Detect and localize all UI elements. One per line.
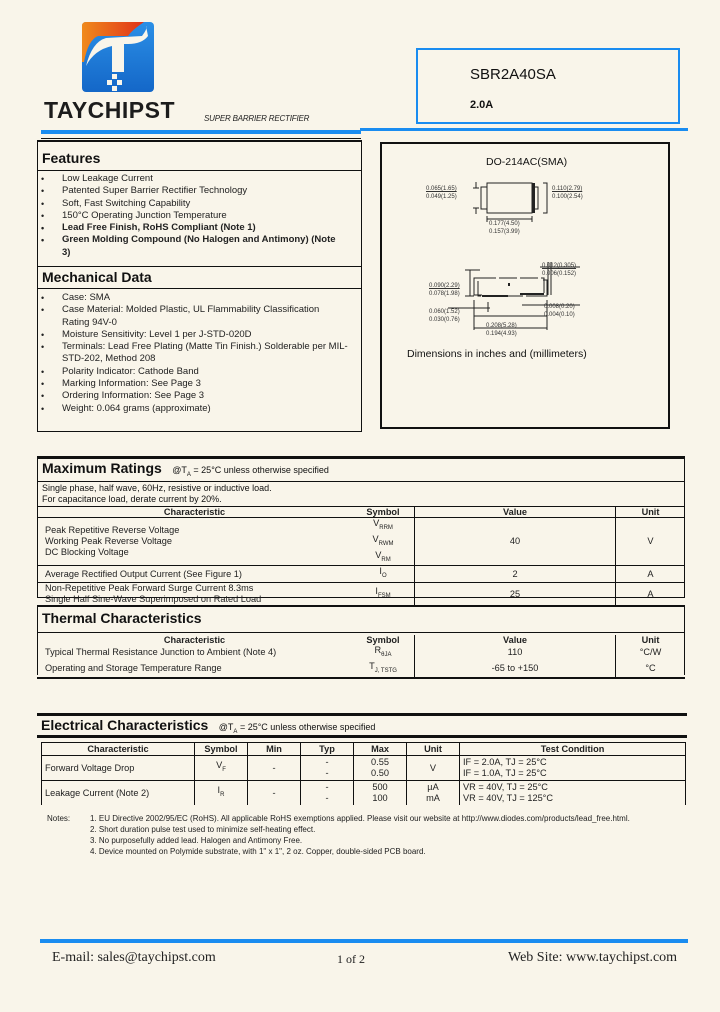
dim-lead-length: 0.060(1.52) 0.030(0.76) <box>429 309 460 323</box>
dim-standoff: 0.008(0.20) 0.004(0.10) <box>544 304 575 318</box>
col-header: Value <box>415 635 616 645</box>
mechanical-item: • Weight: 0.064 grams (approximate) <box>38 403 348 415</box>
features-mechanical-panel <box>37 140 362 432</box>
col-header: Symbol <box>366 635 400 645</box>
max-ratings-heading: Maximum Ratings $@T_A = 25^\circ C$ unless otherwise specified <box>42 460 329 478</box>
dim-overall-length: 0.208(5.28) 0.194(4.93) <box>486 323 517 337</box>
conditions-note: $@T_A = 25^\circ C$ unless otherwise specified <box>218 722 376 735</box>
divider <box>38 632 684 633</box>
mechanical-item: • Moisture Sensitivity: Level 1 per J-STD-020D <box>38 329 348 341</box>
col-header: Min <box>248 743 301 756</box>
mechanical-list <box>38 292 348 415</box>
part-number: SBR2A40SA <box>470 66 556 83</box>
max-ratings-table <box>37 506 685 607</box>
header-divider <box>41 130 361 134</box>
load-notes: Single phase, half wave, 60Hz, resistive or inductive load. For capacitance load, derate current by 20%. <box>42 483 272 504</box>
thermal-table <box>37 635 685 679</box>
table-row: Forward Voltage Drop $V_F$ - - - 0.55 0.50 V IF = 2.0A, TJ = 25°C IF = 1.0A, TJ = 25°C <box>42 756 686 781</box>
thermal-title: Thermal Characteristics <box>42 610 202 626</box>
feature-item: • Green Molding Compound (No Halogen and Antimony) (Note 3) <box>38 234 358 259</box>
header-divider-right <box>360 128 688 131</box>
package-outline-icon <box>380 170 670 340</box>
col-header: Max <box>354 743 407 756</box>
part-number-box <box>416 48 680 124</box>
note-item: 4. Device mounted on Polymide substrate, with 1" x 1", 2 oz. Copper, double-sided PCB board. <box>90 847 426 856</box>
note-item: 3. No purposefully added lead. Halogen and Antimony Free. <box>90 836 303 845</box>
divider <box>38 481 684 482</box>
brand-name: TAYCHIPST <box>44 97 176 123</box>
col-header: Typ <box>301 743 354 756</box>
footer-email[interactable]: E-mail: sales@taychipst.com <box>52 950 216 965</box>
mechanical-item: • Marking Information: See Page 3 <box>38 378 348 390</box>
col-header: Characteristic <box>163 507 226 517</box>
col-header: Characteristic <box>42 743 195 756</box>
mechanical-title: Mechanical Data <box>42 269 152 285</box>
col-header: Test Condition <box>460 743 686 756</box>
note-item: 1. EU Directive 2002/95/EC (RoHS). All applicable RoHS exemptions applied. Please visit our website at http://www.diodes.com/products/lead_free.html. <box>90 814 630 823</box>
mechanical-item: • Ordering Information: See Page 3 <box>38 390 348 402</box>
table-row: Leakage Current (Note 2) $I_R$ - - - 500 100 µA mA VR = 40V, TJ = 25°C VR = 40V, TJ = 125°C <box>42 781 686 806</box>
dim-lead-height: 0.065(1.65) 0.049(1.25) <box>426 186 457 200</box>
package-title: DO-214AC(SMA) <box>486 156 568 168</box>
col-header: Symbol <box>195 743 248 756</box>
features-title: Features <box>42 150 101 166</box>
dimensions-caption: Dimensions in inches and (millimeters) <box>407 348 587 360</box>
mechanical-item: • Polarity Indicator: Cathode Band <box>38 366 348 378</box>
logo-t-icon <box>82 22 154 92</box>
col-header: Unit <box>616 507 686 518</box>
dim-side-height: 0.090(2.29) 0.078(1.98) <box>429 283 460 297</box>
thermal-panel <box>37 605 685 675</box>
maximum-ratings-panel <box>37 456 685 605</box>
col-header: Unit <box>407 743 460 756</box>
table-row: Operating and Storage Temperature Range $T_{J, TSTG}$ -65 to +150 °C <box>37 661 685 678</box>
notes-label: Notes: <box>47 814 71 823</box>
mechanical-item: • Case Material: Molded Plastic, UL Flammability Classification Rating 94V-0 <box>38 304 348 329</box>
current-rating: 2.0A <box>470 99 494 111</box>
divider <box>38 266 361 267</box>
footer-website[interactable]: Web Site: www.taychipst.com <box>508 950 678 965</box>
mechanical-item: • Terminals: Lead Free Plating (Matte Tin Finish.) Solderable per MIL-STD-202, Method 208 <box>38 341 348 366</box>
conditions-note: $@T_A = 25^\circ C$ unless otherwise specified <box>172 465 329 478</box>
col-header: Characteristic <box>163 635 226 645</box>
table-row: Non-Repetitive Peak Forward Surge Current 8.3ms Single Half Sine-Wave Superimposed on Rated Load $I_{FSM}$ 25 A <box>37 583 685 607</box>
feature-item: • Lead Free Finish, RoHS Compliant (Note 1) <box>38 222 358 234</box>
dim-thickness: 0.012(0.305) 0.006(0.152) <box>542 263 577 277</box>
divider <box>37 713 687 716</box>
col-header: Symbol <box>366 507 400 517</box>
electrical-heading: Electrical Characteristics $@T_A = 25^\circ C$ unless otherwise specified <box>41 717 376 735</box>
feature-item: • Patented Super Barrier Rectifier Technology <box>38 185 358 197</box>
company-logo <box>82 22 154 92</box>
table-row: Peak Repetitive Reverse Voltage Working Peak Reverse Voltage DC Blocking Voltage $V_{RRM}$ $V_{RWM}$ $V_{RM}$ 40 V <box>37 518 685 566</box>
features-list <box>38 173 358 259</box>
feature-item: • Low Leakage Current <box>38 173 358 185</box>
page-indicator: 1 of 2 <box>337 952 365 966</box>
divider <box>38 170 361 171</box>
divider <box>38 288 361 289</box>
note-item: 2. Short duration pulse test used to minimize self-heating effect. <box>90 825 316 834</box>
table-row: Typical Thermal Resistance Junction to Ambient (Note 4) $R_{\theta JA}$ 110 °C/W <box>37 645 685 661</box>
feature-item: • 150°C Operating Junction Temperature <box>38 210 358 222</box>
footer-divider <box>40 939 688 943</box>
header-divider-thin <box>41 138 361 139</box>
feature-item: • Soft, Fast Switching Capability <box>38 198 358 210</box>
mechanical-item: • Case: SMA <box>38 292 348 304</box>
table-row: Average Rectified Output Current (See Figure 1) $I_O$ 2 A <box>37 566 685 583</box>
product-category: SUPER BARRIER RECTIFIER <box>204 114 310 123</box>
electrical-table <box>41 742 686 805</box>
dim-body-width: 0.177(4.50) 0.157(3.99) <box>489 221 520 235</box>
col-header: Unit <box>616 635 686 645</box>
dim-body-height: 0.110(2.79) 0.100(2.54) <box>552 186 583 200</box>
col-header: Value <box>415 507 616 518</box>
divider <box>37 735 687 738</box>
